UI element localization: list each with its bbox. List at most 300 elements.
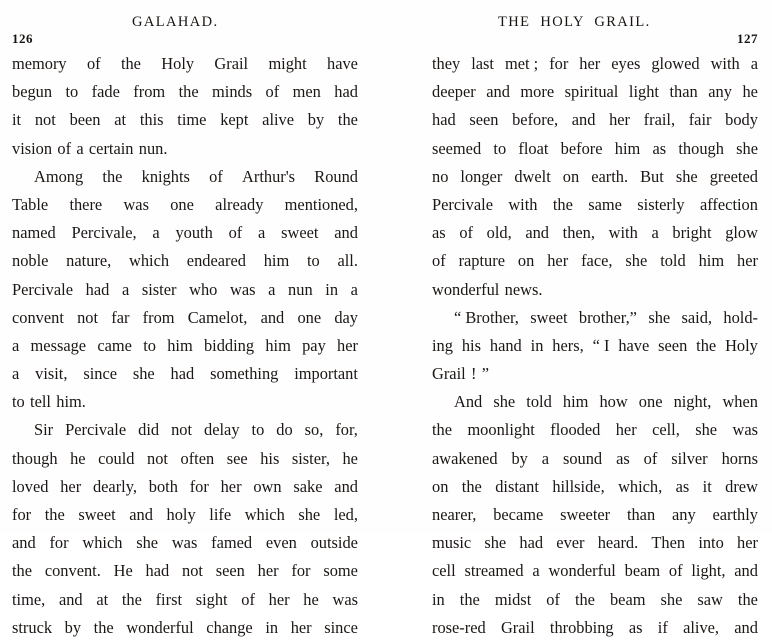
word: had [432,110,456,130]
word: from [142,307,175,327]
word: noble [12,251,49,271]
body-text-right [432,50,758,642]
text-line [432,191,758,219]
word: a [651,223,659,243]
text-line [432,388,758,416]
word: on [562,166,580,186]
word: the [459,589,480,609]
word: saw [697,589,723,609]
word: Holy [725,335,758,355]
word: before, [512,110,559,130]
word: him [562,392,589,412]
word: have [618,335,650,355]
folio-number-left: 126 [12,31,33,46]
word: and [734,617,758,637]
word: she [493,392,516,412]
word: youth [175,223,213,243]
word: Percivale, [71,223,137,243]
text-line [12,247,358,275]
text-line: Grail ! ” [432,364,490,384]
word: for [12,505,32,524]
word: Camelot, [187,307,248,327]
word: her [337,335,358,355]
word: might [268,54,307,73]
word: sister, [291,448,330,468]
page-recto [386,0,772,637]
word: outside [310,533,358,553]
text-line [432,586,758,614]
word: “ I [592,335,610,355]
word: to [65,82,79,102]
word: some [323,561,358,581]
word: his [260,448,280,468]
word: Among [34,166,84,186]
word: the [574,589,595,609]
word: “ Brother, [454,307,519,327]
word: the [120,54,141,73]
word: not [77,307,99,327]
word: when [722,392,758,412]
word: delay [204,420,240,440]
word: one [297,307,322,327]
word: cell, [652,420,680,440]
word: if [657,617,668,637]
word: sight [195,589,228,609]
word: to [493,138,507,158]
word: she [136,533,159,553]
word: wonderful [126,617,194,637]
text-line: to tell him. [12,392,86,412]
word: both [148,476,178,496]
word: of [459,223,473,243]
word: nearer, [432,505,477,524]
word: already [215,194,264,214]
running-head-title-right: THE HOLY GRAIL. [498,14,651,30]
word: so, [304,420,324,440]
word: her [615,420,637,440]
word: convent [12,307,64,327]
word: sweet [530,307,568,327]
word: hold- [723,307,758,327]
text-line [432,529,758,557]
word: the [337,110,358,130]
word: from [133,82,166,102]
word: of [241,589,255,609]
word: met ; [504,54,539,73]
text-line [12,501,358,529]
word: was [171,533,198,553]
word: for [549,54,569,73]
word: have [327,54,358,73]
word: which [82,533,123,553]
text-line: vision of a certain nun. [12,138,168,158]
word: deeper [432,82,476,102]
text-line [432,247,758,275]
word: a [541,448,550,468]
word: any [671,505,696,524]
text-line [432,332,758,360]
word: with [710,54,740,73]
word: as [616,448,630,468]
text-line [432,304,758,332]
word: in [432,589,445,609]
word: though [678,138,724,158]
word: though [12,448,58,468]
word: rose-red [432,617,486,637]
word: men [292,82,321,102]
word: a [258,223,266,243]
word: memory [12,54,67,73]
word: her [737,533,758,553]
word: the [12,561,33,581]
word: her [290,617,312,637]
text-line [12,106,358,134]
text-line [12,163,358,191]
word: on [432,476,449,496]
word: of [432,251,446,271]
word: she [675,166,698,186]
word: the [552,194,573,214]
word: Round [314,166,358,186]
word: the [121,589,142,609]
word: Percivale [432,194,493,214]
word: a [12,335,20,355]
word: who [189,279,218,299]
word: bidding [203,335,255,355]
word: since [324,617,358,637]
word: been [69,110,101,130]
word: had [145,561,170,581]
word: and [525,223,549,243]
word: earthly [712,505,758,524]
folio-number-right: 127 [737,31,758,46]
word: him [614,138,641,158]
word: with [508,194,538,214]
word: hillside, [552,476,605,496]
word: a [350,279,358,299]
word: sake [293,476,323,496]
word: had [170,364,195,384]
word: one [170,194,194,214]
text-line [12,557,358,585]
word: and [58,589,83,609]
word: and [334,476,358,496]
word: than [626,505,656,524]
text-line [12,445,358,473]
word: even [265,533,297,553]
word: old, [486,223,512,243]
word: the [737,589,758,609]
word: as [628,617,643,637]
word: as [675,476,690,496]
word: which [128,251,170,271]
text-line [432,135,758,163]
text-line [12,332,358,360]
word: no [432,166,449,186]
word: earth. [591,166,629,186]
word: midst [494,589,532,609]
word: light [628,82,659,102]
word: sound [562,448,603,468]
word: her [609,110,630,130]
word: before [560,138,603,158]
word: as [652,138,667,158]
word: and [129,505,153,524]
word: nun [288,279,313,299]
word: of [546,589,560,609]
text-line [432,416,758,444]
word: Table [12,194,49,214]
word: Percivale [65,420,127,440]
word: with [608,223,638,243]
word: him [265,335,291,355]
word: at [96,589,109,609]
word: But [640,166,664,186]
word: first [155,589,182,609]
word: not [182,561,203,581]
word: greeted [709,166,758,186]
word: bright [672,223,712,243]
word: hand [489,335,522,355]
word: there [69,194,103,214]
word: Grail [214,54,249,73]
word: she [298,505,321,524]
word: do [276,420,293,440]
word: music [432,533,472,553]
word: awakened [432,448,498,468]
word: on [517,251,535,271]
text-line [432,106,758,134]
word: eyes [611,54,641,73]
word: then, [562,223,595,243]
word: Then [651,533,686,553]
word: alive, [683,617,720,637]
word: her [257,561,279,581]
word: her [579,54,601,73]
word: came [97,335,132,355]
running-head-title-left: GALAHAD. [132,14,219,30]
word: flooded [550,420,601,440]
word: the [93,617,114,637]
word: she [660,589,683,609]
word: led, [333,505,358,524]
word: light, [691,561,726,581]
word: day [334,307,358,327]
word: one [638,392,663,412]
word: it [702,476,712,496]
word: the [432,420,453,440]
word: And [454,392,483,412]
text-line [12,529,358,557]
word: a [12,364,20,384]
word: a [532,561,540,581]
word: this [139,110,164,130]
word: brother,” [578,307,637,327]
word: seen [469,110,499,130]
word: holy [166,505,196,524]
text-line [12,78,358,106]
word: change [206,617,253,637]
word: her [547,251,569,271]
page-verso [0,0,386,637]
text-line [432,557,758,585]
word: ing [432,335,453,355]
word: at [114,110,127,130]
word: float [518,138,549,158]
word: all. [337,251,358,271]
word: moonlight [467,420,535,440]
word: sweet [281,223,319,243]
running-head-right [386,14,772,46]
word: sisterly [637,194,685,214]
word: the [44,505,65,524]
word: he [303,589,319,609]
word: the [696,335,717,355]
word: in [265,617,279,637]
word: told [526,392,552,412]
word: for [49,533,69,553]
word: nature, [66,251,112,271]
text-line [432,473,758,501]
word: something [210,364,279,384]
word: glow [725,223,758,243]
word: had [85,279,110,299]
word: she [736,138,758,158]
word: she [625,251,648,271]
word: loved [12,476,49,496]
word: fair [688,110,712,130]
word: of [643,448,658,468]
word: dearly, [92,476,137,496]
word: drew [725,476,758,496]
word: seen [658,335,688,355]
word: of [228,223,243,243]
text-line [432,501,758,529]
word: him [263,251,290,271]
word: time, [12,589,46,609]
word: of [86,54,101,73]
word: they [432,54,461,73]
word: had [519,533,544,553]
word: night, [673,392,712,412]
text-line [12,614,358,642]
word: was [229,279,256,299]
word: see [226,448,248,468]
word: last [471,54,494,73]
word: beam [624,561,661,581]
word: of [265,82,280,102]
word: throbbing [549,617,614,637]
word: was [732,420,758,440]
text-line [12,360,358,388]
word: pay [302,335,326,355]
word: seen [215,561,245,581]
word: by [64,617,82,637]
word: could [98,448,135,468]
word: beam [609,589,646,609]
word: sweeter [560,505,611,524]
word: how [599,392,628,412]
word: often [180,448,215,468]
word: message [30,335,87,355]
word: him [698,251,725,271]
word: as [432,223,446,243]
word: hers, [552,335,584,355]
word: rapture [458,251,505,271]
word: told [660,251,686,271]
word: had [334,82,358,102]
word: and [734,561,758,581]
word: life [209,505,232,524]
word: face, [581,251,613,271]
word: ever [556,533,585,553]
word: since [83,364,117,384]
word: a [750,54,758,73]
running-head-left [0,14,386,46]
text-line [432,78,758,106]
word: not [171,420,193,440]
word: he [742,82,758,102]
word: sister [141,279,177,299]
text-line [12,50,358,78]
word: he [70,448,86,468]
word: knights [141,166,190,186]
word: her [737,251,758,271]
word: a [121,279,130,299]
text-line [432,50,758,78]
word: by [511,448,528,468]
word: in [325,279,339,299]
word: mentioned, [284,194,358,214]
word: body [725,110,758,130]
word: begun [12,82,53,102]
word: she [132,364,155,384]
word: convent. [44,561,101,581]
word: alive [262,110,295,130]
word: cell [432,561,456,581]
word: by [307,110,325,130]
word: the [461,476,482,496]
word: Sir [34,420,54,440]
word: Grail [500,617,535,637]
word: and [571,110,596,130]
word: became [493,505,544,524]
word: seemed [432,138,482,158]
word: and [12,533,36,553]
word: which [244,505,285,524]
word: a [152,223,160,243]
text-line [12,416,358,444]
word: heard. [597,533,639,553]
word: horns [721,448,758,468]
word: glowed [651,54,700,73]
word: it [12,110,22,130]
word: struck [12,617,53,637]
text-line: wonderful news. [432,279,543,299]
word: his [461,335,481,355]
word: for, [335,420,358,440]
word: famed [211,533,253,553]
word: a [268,279,276,299]
word: not [34,110,56,130]
text-line [12,219,358,247]
word: Percivale [12,279,73,299]
text-line [12,586,358,614]
text-line [12,191,358,219]
word: kept [220,110,249,130]
word: spiritual [564,82,619,102]
word: her [268,589,290,609]
